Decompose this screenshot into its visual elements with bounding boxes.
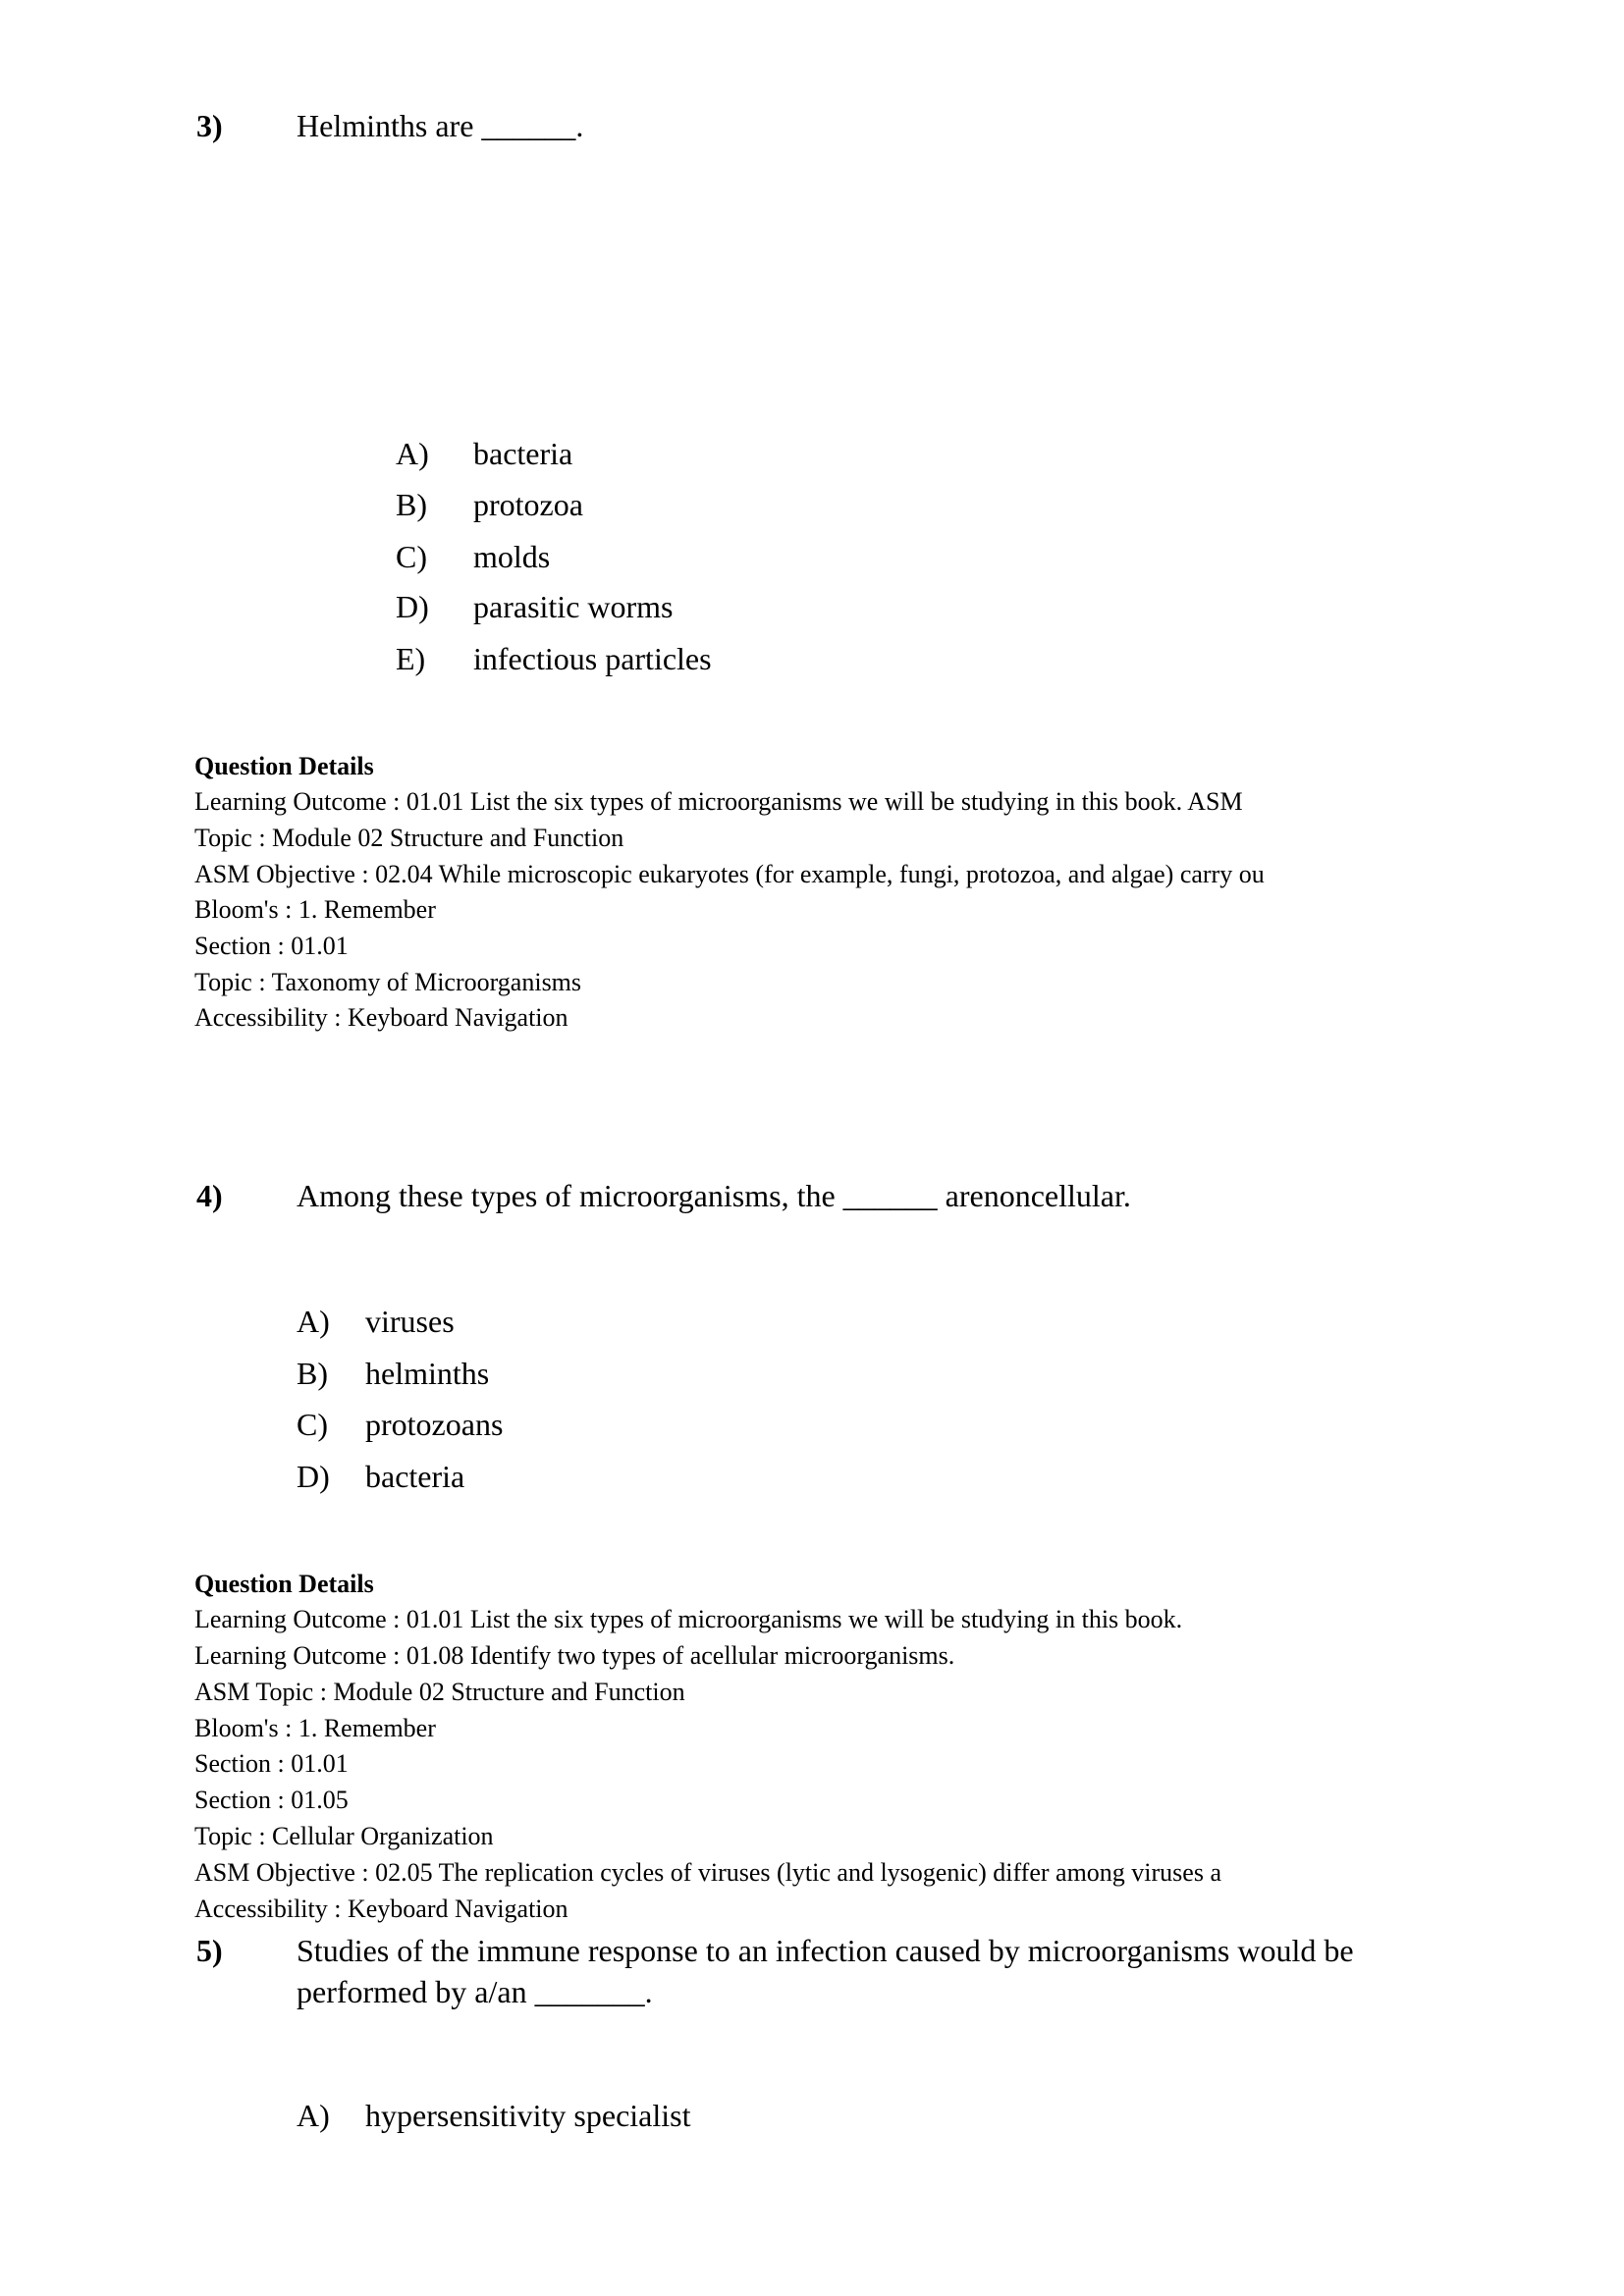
option-text: molds bbox=[473, 539, 551, 574]
question-text: Helminths are ______. bbox=[297, 108, 584, 143]
option-text: protozoa bbox=[473, 487, 583, 522]
detail-line: Accessibility : Keyboard Navigation bbox=[194, 1003, 568, 1032]
question-text: Among these types of microorganisms, the ______ arenoncellular. bbox=[297, 1178, 1131, 1213]
option-text: parasitic worms bbox=[473, 589, 674, 624]
option-letter: C) bbox=[396, 539, 427, 574]
option-letter: C) bbox=[297, 1407, 328, 1442]
details-heading: Question Details bbox=[194, 752, 374, 780]
question-text-line-2: performed by a/an _______. bbox=[297, 1974, 653, 2009]
detail-line: Topic : Module 02 Structure and Function bbox=[194, 824, 624, 852]
option-letter: A) bbox=[396, 436, 429, 471]
details-heading: Question Details bbox=[194, 1570, 374, 1598]
option-text: viruses bbox=[365, 1304, 455, 1339]
detail-line: ASM Objective : 02.05 The replication cycles of viruses (lytic and lysogenic) differ among viruses a bbox=[194, 1858, 1221, 1887]
detail-line: Learning Outcome : 01.08 Identify two types of acellular microorganisms. bbox=[194, 1641, 955, 1670]
detail-line: Learning Outcome : 01.01 List the six types of microorganisms we will be studying in this book. ASM bbox=[194, 787, 1243, 816]
option-letter: B) bbox=[396, 487, 427, 522]
option-text: bacteria bbox=[365, 1459, 465, 1494]
option-letter: E) bbox=[396, 641, 426, 676]
detail-line: Topic : Cellular Organization bbox=[194, 1822, 494, 1850]
question-text-line-1: Studies of the immune response to an infection caused by microorganisms would be bbox=[297, 1933, 1354, 1968]
detail-line: ASM Topic : Module 02 Structure and Function bbox=[194, 1678, 685, 1706]
question-number: 4) bbox=[196, 1178, 223, 1213]
option-text: helminths bbox=[365, 1356, 490, 1391]
option-letter: A) bbox=[297, 1304, 330, 1339]
option-text: bacteria bbox=[473, 436, 573, 471]
option-letter: D) bbox=[396, 589, 429, 624]
detail-line: Bloom's : 1. Remember bbox=[194, 1714, 436, 1742]
question-number: 3) bbox=[196, 108, 223, 143]
option-letter: A) bbox=[297, 2098, 330, 2133]
detail-line: ASM Objective : 02.04 While microscopic eukaryotes (for example, fungi, protozoa, and algae) carry ou bbox=[194, 860, 1265, 888]
detail-line: Section : 01.01 bbox=[194, 1749, 349, 1778]
detail-line: Bloom's : 1. Remember bbox=[194, 895, 436, 924]
question-number: 5) bbox=[196, 1933, 223, 1968]
detail-line: Accessibility : Keyboard Navigation bbox=[194, 1895, 568, 1923]
detail-line: Learning Outcome : 01.01 List the six types of microorganisms we will be studying in this book. bbox=[194, 1605, 1183, 1633]
option-text: protozoans bbox=[365, 1407, 504, 1442]
detail-line: Section : 01.01 bbox=[194, 932, 349, 960]
option-text: infectious particles bbox=[473, 641, 712, 676]
option-letter: B) bbox=[297, 1356, 328, 1391]
detail-line: Section : 01.05 bbox=[194, 1786, 349, 1814]
detail-line: Topic : Taxonomy of Microorganisms bbox=[194, 968, 582, 996]
option-text: hypersensitivity specialist bbox=[365, 2098, 691, 2133]
option-letter: D) bbox=[297, 1459, 330, 1494]
